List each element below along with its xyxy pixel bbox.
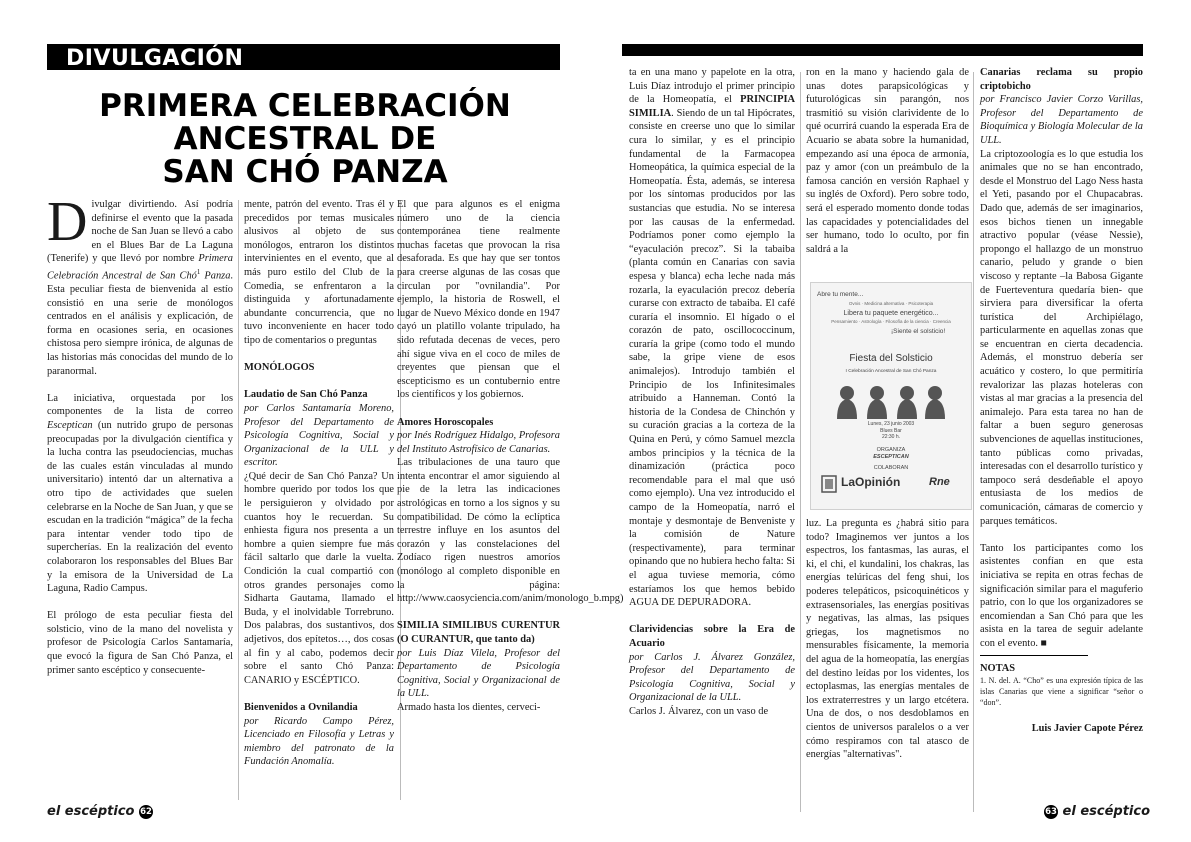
column-divider <box>238 200 239 800</box>
headline-line-1: PRIMERA CELEBRACIÓN <box>99 88 511 124</box>
column-divider <box>973 72 974 812</box>
la-opinion-logo: LaOpinión <box>841 475 901 489</box>
magazine-name: el escéptico <box>1062 804 1151 819</box>
section-kicker: DIVULGACIÓN <box>66 46 244 71</box>
paragraph: Carlos J. Álvarez, con un vaso de <box>629 705 769 717</box>
article-column-2 <box>244 198 394 802</box>
section-band-right <box>622 44 1143 56</box>
page-number: 63 <box>1045 807 1057 817</box>
drop-cap: D <box>47 191 88 253</box>
monologue-title: Laudatio de San Chó Panza <box>244 389 368 401</box>
paragraph: mente, patrón del evento. Tras él y precedidos por temas musicales alusivos al objeto de sus monólogos, entraron los distintos intervinientes en el evento, que al más puro estilo del Club de la Comedia, se enfrentaron a la distinguida y afortunadamente abundante concurrencia, que no tuvo inconveniente en hacer todo tipo de comentarios o preguntas <box>244 199 394 346</box>
section-heading: MONÓLOGOS <box>244 362 315 374</box>
page-number: 62 <box>140 807 152 817</box>
notes-rule <box>980 655 1088 656</box>
paragraph: El que para algunos es el enigma número uno de la ciencia contemporánea tiene realmente muchas facetas que provocan la risa desaforada. Es que hay que ser tontos para creerse algunas de las cosas que circulan por "ovnilandia". Por ejemplo, la historia de Roswell, el lugar de Nuevo México donde en 1947 cayó un platillo volante tripulado, ha sido refutada decenas de veces, pero ahí sigue viva en el coco de miles de creyentes que piensan que el escepticismo es un contubernio entre los científicos y los gobiernos. <box>397 199 560 401</box>
magazine-name: el escéptico <box>47 804 135 819</box>
radio-campus-logo-icon <box>821 475 837 493</box>
paragraph: ¿Qué decir de San Chó Panza? Un hombre querido por todos los que le persiguieron y olvidado por cuantos hoy le recuerdan. Su enhiesta figura nos presenta a un hombre a quien siempre fue más fácil saltarlo que darle la vuelta. Condición la cual compartió con otros grandes personajes como Sidharta Gautama, llamado el Buda, y el inolvidable Torrebruno. Dos palabras, dos sustantivos, dos adjetivos, dos epítetos…, dos cosas al fin y al cabo, podemos decir sobre el santo Chó Panza: CANARIO y ESCÉPTICO. <box>244 470 394 686</box>
paragraph: La criptozoología es lo que estudia los animales que no se han encontrado, desde el Monstruo del Lago Ness hasta el Yeti, pasando por el Chupacabras. Dado que, además de ser imaginarios, esos bichos tienen un innegable atractivo popular (véase Nessie), propongo el hallazgo de un monstruo canario, peludo y grande o bien viscoso y reptante –la Babosa Gigante de Fuerteventura quedaría bien- que sirviera para diversificar la oferta turística del Archipiélago, particularmente en aquellas zonas que se encuentran en cierta decadencia. Además, el monstruo debería ser acuático y costero, lo que permitiría revalorizar las plazas hoteleras con vistas al mar gracias a la presencia del animalejo. Para esta tarea no han de faltar a buen seguro generosas subvenciones de aquellas instituciones, tanto públicas como privadas, interesadas con el desarrollo turístico y tampoco será desdeñable el apoyo entusiasta de los medios de comunicación, cámaras de comercio y parques temáticos. <box>980 148 1143 527</box>
paragraph: La iniciativa, orquestada por los componentes de la lista de correo Esceptican (un nutrido grupo de personas preocupadas por la divulgación científica y la lucha contra las pseudociencias, muchas de las cuales están vinculadas al mundo universitario) intentó dar un alternativa a otro tipo de actividades que suelen celebrarse en la Noche de San Juan, y que se escudan en la tradición “mágica” de la fecha para intentar vender todo tipo de supercherías. En la realización del evento colaboraron los responsables del Blues Bar y la emisora de la Universidad de La Laguna, Radio Campus. <box>47 392 233 595</box>
paragraph: Tanto los participantes como los asistentes confían en que esta iniciativa se repita en otras fechas de significación similar para el maguferio patrio, con lo que los organizadores se encomiendan a San Chó para que les asista en la tarea de seguir adelante con el evento. ■ <box>980 542 1143 649</box>
sponsor-logos <box>819 475 965 495</box>
monologue-title: SIMILIA SIMILIBUS CURENTUR (O CURANTUR, que tanto da) <box>397 620 560 645</box>
article-column-5-top <box>806 66 969 278</box>
event-poster-image: Abre tu mente... Ovnis · Medicina alternativa · Psicoterapia Libera tu paquete energético... Pensamiento · Astrología · Filosofía de la ciencia · Creencia ¡Siente el solsticio! Fiesta del Solsticio I Celebración Ancestral de San Chó Panza Lunes, 23 junio 2003 Blues Bar 22:30 h. ORGANIZA ESCEPTICAN COLABORAN LaOpinión Rne <box>810 282 972 510</box>
monologue-title: Bienvenidos a Ovnilandia <box>244 701 358 713</box>
monk-figures-icon <box>833 383 949 419</box>
notes-heading: NOTAS <box>980 662 1016 674</box>
article-column-6 <box>980 66 1143 802</box>
article-column-4 <box>629 66 795 802</box>
headline-line-2: ANCESTRAL DE <box>173 121 437 157</box>
paragraph: ta en una mano y papelote en la otra, Luis Díaz introdujo el primer principio de la Homeopatía, el PRINCIPIA SIMILIA. Siendo de un tal Hipócrates, consiste en creerse uno que lo similar cura lo similar, y es el principio fundamental de la Farmacopea Homeopática, la química especial de la Homeopatía. Ésta, además, se interesa por los síntomas producidos por las sustancias que estudia. No se interesa por las causas de la enfermedad. Podríamos poner como ejemplo la “eyaculación precoz”. Si la tabaiba (planta común en Canarias con savia espesa y blanca) echa leche nada más rozarla, la eyaculación precoz debería curarse con extracto de tabaiba. El café curaría el insomnio. El hígado o el corazón de pato, oscillococcinum, curaría la gripe (como todo el mundo sabe, la gripe viene de esos animalejos). Introdujo también el Principio de los Infinitesimales atribuido a Hanneman. Contó la historia de la Condesa de Chinchón y su curación gracias a la corteza de la Quina en Perú, y cómo Samuel mezcla ambos principios y la técnica de la dinamización (práctica poco recomendable para el mal que usó como ejemplo). Una vez introducido el campo de la Homeopatía, narró el montaje y desmontaje de Benveniste y la comisión de Nature (respectivamente), para terminar opinando que no hubiera hecho falta: Si el agua tuviese memoria, cómo estaríamos los que hemos bebido AGUA DE DEPURADORA. <box>629 67 795 609</box>
monologue-byline: por Luis Díaz Vilela, Profesor del Departamento de Psicología Cognitiva, Social y Organizacional de la ULL. <box>397 647 560 700</box>
footnote: 1. N. del. A. “Cho” es una expresión típica de las islas Canarias que viene a significar “señor o “don”. <box>980 676 1143 708</box>
article-column-5-bottom <box>806 517 969 802</box>
monologue-title: Amores Horoscopales <box>397 416 494 428</box>
paragraph: Las tribulaciones de una tauro que intenta encontrar el amor siguiendo al pie de la letra las indicaciones astrológicas en torno a los signos y su compatibilidad. De cómo la eclíptica terrestre influye en los asuntos del corazón y las constelaciones del Zodíaco rigen nuestros amoríos (monólogo al completo disponible en la página: http://www.caosyciencia.com/anim/monologo_b.mpg) <box>397 457 624 605</box>
footer-right <box>1044 804 1150 820</box>
article-column-3 <box>397 198 624 802</box>
monologue-byline: por Carlos Santamaría Moreno, Profesor del Departamento de Psicología Cognitiva, Social y Organizacional de la ULL y escritor. <box>244 402 394 469</box>
article-column-1 <box>47 191 233 802</box>
paragraph: Armado hasta los dientes, cerveci- <box>397 701 541 713</box>
headline-line-3: SAN CHÓ PANZA <box>162 154 448 190</box>
monologue-byline: por Inés Rodríguez Hidalgo, Profesora del Instituto Astrofísico de Canarias. <box>397 430 560 455</box>
monologue-title: Canarias reclama su propio criptobicho <box>980 67 1143 92</box>
intro-paragraph: Divulgar divirtiendo. Así podría definirse el evento que la pasada noche de San Juan se llevó a cabo en el Blues Bar de La Laguna (Tenerife) y que llevó por nombre Primera Celebración Ancestral de San Chó$^1$ Panza. Esta peculiar fiesta de bienvenida al estío consistió en una serie de monólogos centrados en el análisis y explicación, de forma en ocasiones seria, en ocasiones chistosa pero siempre irónica, de algunas de las historias más conocidas del mundo de lo paranormal. <box>47 191 233 377</box>
rne-logo: Rne <box>929 476 950 488</box>
paragraph: luz. La pregunta es ¿habrá sitio para todo? Imaginemos ver juntos a los espectros, los fantasmas, las auras, el ki, el chi, el kundalini, los chakras, las energías telúricas del feng shui, los poderes telepáticos, psicoquinéticos y extrasensoriales, las energías positivas y negativas, las almas, las psiques griegas, los magnetismos no mensurables físicamente, la memoria del agua de la homeopatía, las energías del destino leídas por los videntes, los ectoplasmas, las energías mentales de los extraterrestres y un largo etcétera. Una de dos, o nos desdoblamos en cientos de universos paralelos o a ver cómo respiramos con tal atasco de energías "alternativas". <box>806 518 969 761</box>
column-divider <box>800 72 801 812</box>
monologue-title: Clarividencias sobre la Era de Acuario <box>629 624 795 649</box>
monologue-byline: por Francisco Javier Corzo Varillas, Profesor del Departamento de Bioquímica y Biología Molecular de la ULL. <box>980 94 1143 146</box>
monologue-byline: por Carlos J. Álvarez González, Profesor del Departamento de Psicología Cognitiva, Social y Organizacional de la ULL. <box>629 651 795 704</box>
paragraph: El prólogo de esta peculiar fiesta del solsticio, vino de la mano del novelista y profesor de Psicología Carlos Santamaría, que evocó la figura de San Chó Panza, el primer santo escéptico y consecuente- <box>47 610 233 676</box>
article-headline <box>50 90 560 189</box>
article-author: Luis Javier Capote Pérez <box>1031 722 1143 734</box>
monologue-byline: por Ricardo Campo Pérez, Licenciado en Filosofía y Letras y miembro del patronato de la Fundación Anomalía. <box>244 715 394 768</box>
paragraph: ron en la mano y haciendo gala de unas dotes parapsicológicas y futurológicas sin parangón, nos trasmitió su visión clarividente de lo qué ocurrirá cuando la esperada Era de Acuario se abata sobre la humanidad, empezando así una época de armonía, paz y amor (con un preámbulo de la famosa canción en versión Raphael y su inglés de Oxford). Pero sobre todo, será el esperado momento donde todas las capacidades y potencialidades del ser humano, todo lo oculto, por fin saldrá a la <box>806 67 969 255</box>
footer-left <box>47 804 153 820</box>
